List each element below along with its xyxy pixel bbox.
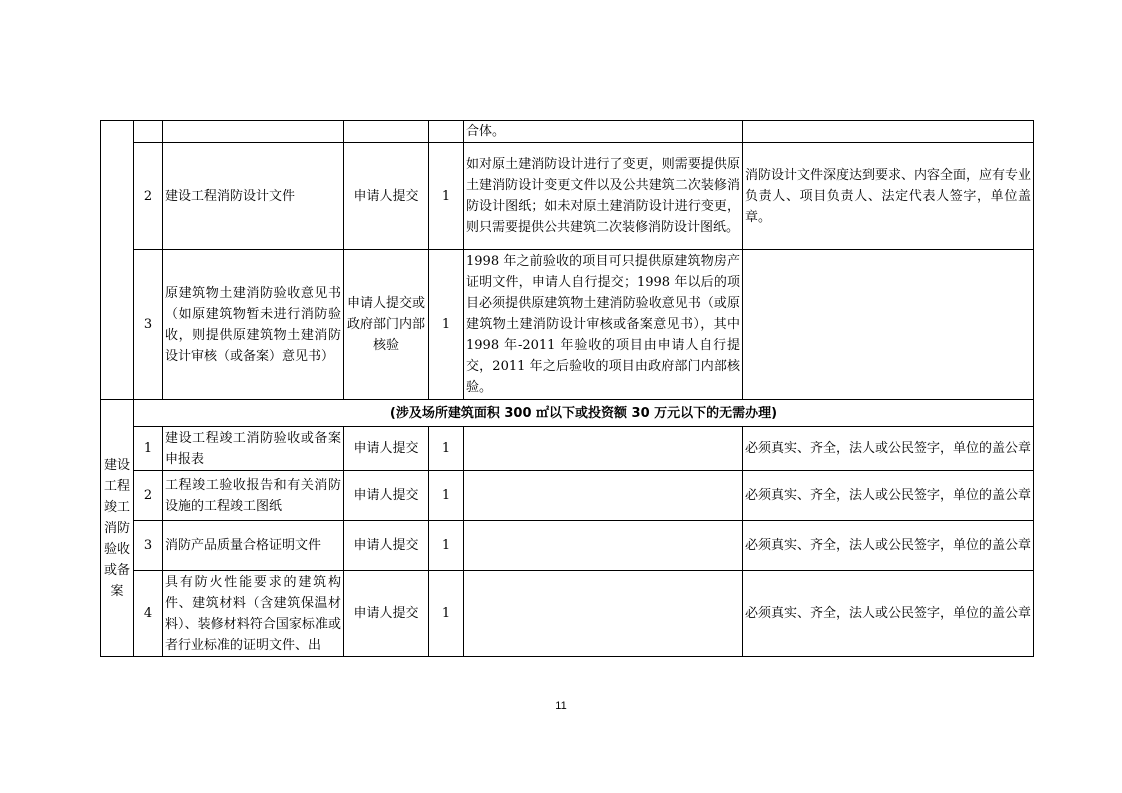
material-name: 消防产品质量合格证明文件 [163,521,344,571]
material-count: 1 [429,471,464,521]
material-name: 原建筑物土建消防验收意见书（如原建筑物暂未进行消防验收，则提供原建筑物土建消防设计审核（或备案）意见书） [163,250,344,400]
material-source: 申请人提交 [344,143,429,250]
material-note: 如对原土建消防设计进行了变更，则需要提供原土建消防设计变更文件以及公共建筑二次装修消防设计图纸；如未对原土建消防设计进行变更，则只需要提供公共建筑二次装修消防设计图纸。 [464,143,743,250]
row-number: 1 [134,427,163,471]
material-requirement: 必须真实、齐全，法人或公民签字，单位的盖公章 [743,571,1034,657]
material-count: 1 [429,250,464,400]
material-requirement [743,121,1034,143]
table-row [101,121,1034,143]
material-requirement [743,250,1034,400]
material-name: 建设工程消防设计文件 [163,143,344,250]
material-name: 建设工程竣工消防验收或备案申报表 [163,427,344,471]
material-source: 申请人提交 [344,427,429,471]
row-number: 4 [134,571,163,657]
material-count: 1 [429,521,464,571]
material-source: 申请人提交 [344,471,429,521]
table-row [101,400,1034,427]
materials-table [100,120,1034,657]
material-count [429,121,464,143]
row-number: 2 [134,471,163,521]
material-count: 1 [429,571,464,657]
material-count: 1 [429,427,464,471]
category-cell-empty [101,121,134,400]
table-row [101,427,1034,471]
material-note: 1998 年之前验收的项目可只提供原建筑物房产证明文件，申请人自行提交；1998 年以后的项目必须提供原建筑物土建消防验收意见书（或原建筑物土建消防设计审核或备案意见书），其中 1998 年-2011 年验收的项目由申请人自行提交，2011 年之后验收的项目由政府部门内部核验。 [464,250,743,400]
material-source: 申请人提交 [344,571,429,657]
material-note [464,521,743,571]
material-name [163,121,344,143]
material-note [464,427,743,471]
section-exemption-note: (涉及场所建筑面积 300 ㎡以下或投资额 30 万元以下的无需办理) [134,400,1034,427]
page-number: 11 [555,700,567,712]
material-source: 申请人提交或政府部门内部核验 [344,250,429,400]
material-note [464,571,743,657]
table-row [101,521,1034,571]
material-requirement: 必须真实、齐全，法人或公民签字，单位的盖公章 [743,471,1034,521]
material-note: 合体。 [464,121,743,143]
material-count: 1 [429,143,464,250]
row-number [134,121,163,143]
table-row [101,571,1034,657]
table-row [101,471,1034,521]
material-name: 具有防火性能要求的建筑构件、建筑材料（含建筑保温材料）、装修材料符合国家标准或者行业标准的证明文件、出 [163,571,344,657]
material-requirement: 必须真实、齐全，法人或公民签字，单位的盖公章 [743,427,1034,471]
row-number: 2 [134,143,163,250]
material-name: 工程竣工验收报告和有关消防设施的工程竣工图纸 [163,471,344,521]
table-row [101,143,1034,250]
material-source [344,121,429,143]
table-row [101,250,1034,400]
row-number: 3 [134,521,163,571]
material-requirement: 必须真实、齐全，法人或公民签字，单位的盖公章 [743,521,1034,571]
material-source: 申请人提交 [344,521,429,571]
material-requirement: 消防设计文件深度达到要求、内容全面，应有专业负责人、项目负责人、法定代表人签字，单位盖章。 [743,143,1034,250]
category-cell: 建设工程竣工消防验收或备案 [101,400,134,657]
row-number: 3 [134,250,163,400]
material-note [464,471,743,521]
